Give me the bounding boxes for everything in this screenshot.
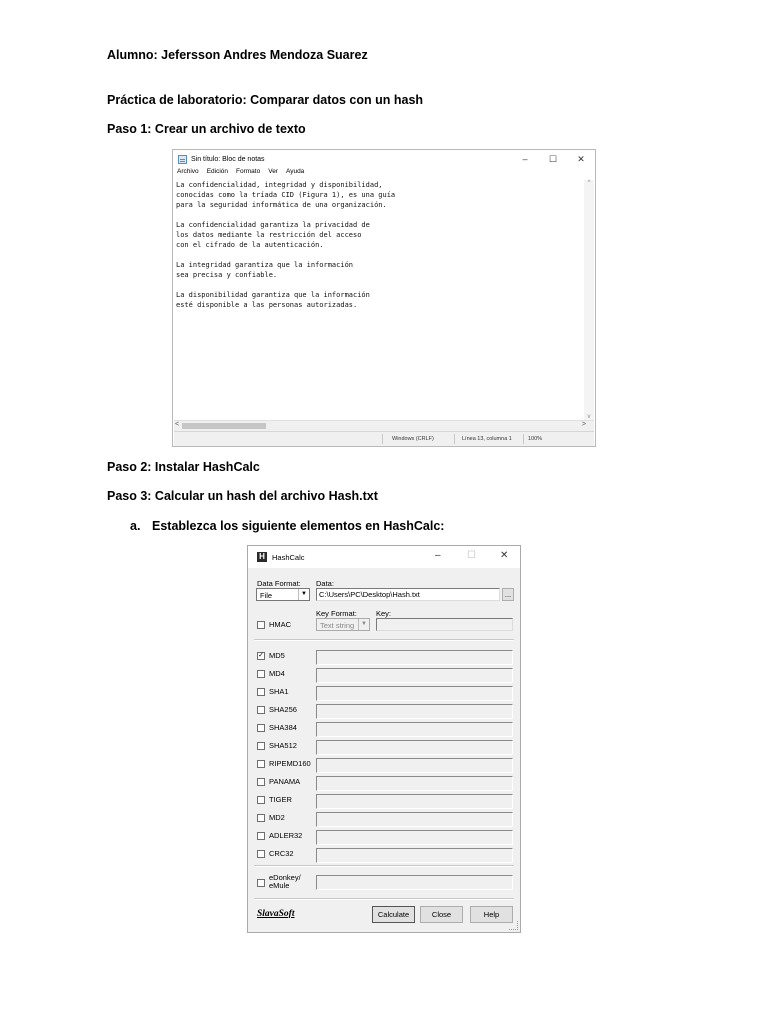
data-format-label: Data Format: (257, 579, 301, 588)
section-divider (254, 865, 514, 867)
notepad-text-area[interactable]: La confidencialidad, integridad y disponibilidad, conocidas como la tríada CID (Figura 1), es una guía para la seguridad informática de una organización. La confidencialidad garantiza la privacidad de los datos mediante la restricción del acceso con el cifrado de la autenticación. La integridad garantiza que la información sea precisa y confiable. La disponibilidad garantiza que la información esté disponible a las personas autorizadas. (176, 181, 396, 309)
scroll-thumb[interactable] (182, 423, 266, 429)
scroll-left-icon[interactable]: < (175, 421, 180, 428)
data-label: Data: (316, 579, 334, 588)
hmac-label: HMAC (269, 620, 292, 629)
sha512-checkbox[interactable] (257, 742, 265, 750)
sha512-result-field[interactable] (316, 740, 513, 755)
tiger-result-field[interactable] (316, 794, 513, 809)
hashcalc-titlebar (248, 546, 520, 568)
sha256-label: SHA256 (269, 705, 297, 714)
edonkey-result-field[interactable] (316, 875, 513, 890)
notepad-statusbar (174, 431, 594, 446)
minimize-icon[interactable]: – (435, 550, 441, 561)
substep-letter: a. (130, 519, 141, 533)
notepad-titlebar (173, 150, 595, 168)
resize-grip-icon[interactable] (509, 921, 518, 930)
status-zoom: 100% (528, 436, 543, 442)
ripemd160-result-field[interactable] (316, 758, 513, 773)
crc32-checkbox[interactable] (257, 850, 265, 858)
adler32-result-field[interactable] (316, 830, 513, 845)
md2-label: MD2 (269, 813, 285, 822)
edonkey-label (269, 874, 301, 890)
status-position: Línea 13, columna 1 (462, 436, 512, 442)
notepad-menubar (173, 168, 595, 178)
key-format-select (316, 618, 370, 631)
md2-result-field[interactable] (316, 812, 513, 827)
status-divider (382, 434, 383, 444)
substep-a (130, 519, 444, 533)
hashcalc-window (247, 545, 521, 933)
sha384-checkbox[interactable] (257, 724, 265, 732)
vertical-scrollbar[interactable] (584, 180, 594, 420)
panama-checkbox[interactable] (257, 778, 265, 786)
status-divider (523, 434, 524, 444)
md4-label: MD4 (269, 669, 285, 678)
slavasoft-logo[interactable]: SlavaSoft (257, 909, 295, 919)
edonkey-label-line-1: eDonkey/ (269, 873, 301, 882)
data-input-value: C:\Users\PC\Desktop\Hash.txt (319, 590, 420, 599)
ripemd160-checkbox[interactable] (257, 760, 265, 768)
substep-text: Establezca los siguiente elementos en HashCalc: (152, 519, 445, 533)
sha512-label: SHA512 (269, 741, 297, 750)
md2-checkbox[interactable] (257, 814, 265, 822)
data-input[interactable] (316, 588, 500, 601)
chevron-down-icon: ▼ (358, 619, 369, 630)
sha256-checkbox[interactable] (257, 706, 265, 714)
sha1-label: SHA1 (269, 687, 289, 696)
sha1-result-field[interactable] (316, 686, 513, 701)
sha256-result-field[interactable] (316, 704, 513, 719)
hashcalc-logo-icon: H (257, 552, 267, 562)
close-button[interactable]: Close (420, 906, 463, 923)
key-format-value: Text string (320, 621, 355, 630)
md4-checkbox[interactable] (257, 670, 265, 678)
menu-formato[interactable]: Formato (236, 168, 261, 175)
status-divider (454, 434, 455, 444)
notepad-title: Sin título: Bloc de notas (191, 155, 265, 163)
menu-ayuda[interactable]: Ayuda (285, 168, 305, 175)
minimize-icon[interactable]: – (522, 154, 528, 164)
section-divider (254, 898, 514, 900)
step-2-heading: Paso 2: Instalar HashCalc (107, 460, 260, 474)
menu-ver[interactable]: Ver (268, 168, 278, 175)
browse-button[interactable]: ... (502, 588, 514, 601)
tiger-checkbox[interactable] (257, 796, 265, 804)
md5-result-field[interactable] (316, 650, 513, 665)
maximize-icon[interactable]: ☐ (548, 153, 558, 164)
student-name: Alumno: Jefersson Andres Mendoza Suarez (107, 48, 368, 62)
data-format-select[interactable] (256, 588, 310, 601)
notepad-icon (178, 155, 187, 164)
status-encoding: Windows (CRLF) (392, 436, 434, 442)
crc32-label: CRC32 (269, 849, 294, 858)
panama-result-field[interactable] (316, 776, 513, 791)
panama-label: PANAMA (269, 777, 301, 786)
md5-label: MD5 (269, 651, 285, 660)
horizontal-scrollbar[interactable] (174, 420, 594, 431)
chevron-down-icon[interactable]: ▼ (298, 589, 309, 600)
step-1-heading: Paso 1: Crear un archivo de texto (107, 122, 306, 136)
menu-archivo[interactable]: Archivo (177, 168, 199, 175)
key-label: Key: (376, 609, 392, 618)
crc32-result-field[interactable] (316, 848, 513, 863)
lab-title: Práctica de laboratorio: Comparar datos con un hash (107, 93, 424, 107)
help-button[interactable]: Help (470, 906, 513, 923)
tiger-label: TIGER (269, 795, 292, 804)
section-divider (254, 639, 514, 641)
sha1-checkbox[interactable] (257, 688, 265, 696)
hmac-checkbox[interactable] (257, 621, 265, 629)
adler32-checkbox[interactable] (257, 832, 265, 840)
adler32-label: ADLER32 (269, 831, 303, 840)
sha384-label: SHA384 (269, 723, 297, 732)
edonkey-label-line-2: eMule (269, 881, 290, 890)
md5-checkbox[interactable]: ✓ (258, 652, 264, 659)
key-input (376, 618, 513, 631)
scroll-up-icon[interactable]: ^ (587, 180, 591, 186)
sha384-result-field[interactable] (316, 722, 513, 737)
scroll-down-icon[interactable]: v (587, 414, 591, 420)
close-icon[interactable]: ✕ (500, 550, 509, 561)
key-format-label: Key Format: (316, 609, 357, 618)
edonkey-checkbox[interactable] (257, 879, 265, 887)
close-icon[interactable]: ✕ (577, 153, 585, 164)
data-format-value: File (260, 591, 273, 600)
menu-edicion[interactable]: Edición (206, 168, 229, 175)
hashcalc-title: HashCalc (272, 553, 305, 562)
calculate-button[interactable]: Calculate (372, 906, 415, 923)
md4-result-field[interactable] (316, 668, 513, 683)
ripemd160-label: RIPEMD160 (269, 759, 311, 768)
maximize-icon: ☐ (467, 550, 476, 561)
notepad-window (172, 149, 596, 447)
scroll-right-icon[interactable]: > (581, 421, 586, 428)
step-3-heading: Paso 3: Calcular un hash del archivo Hash.txt (107, 489, 378, 503)
